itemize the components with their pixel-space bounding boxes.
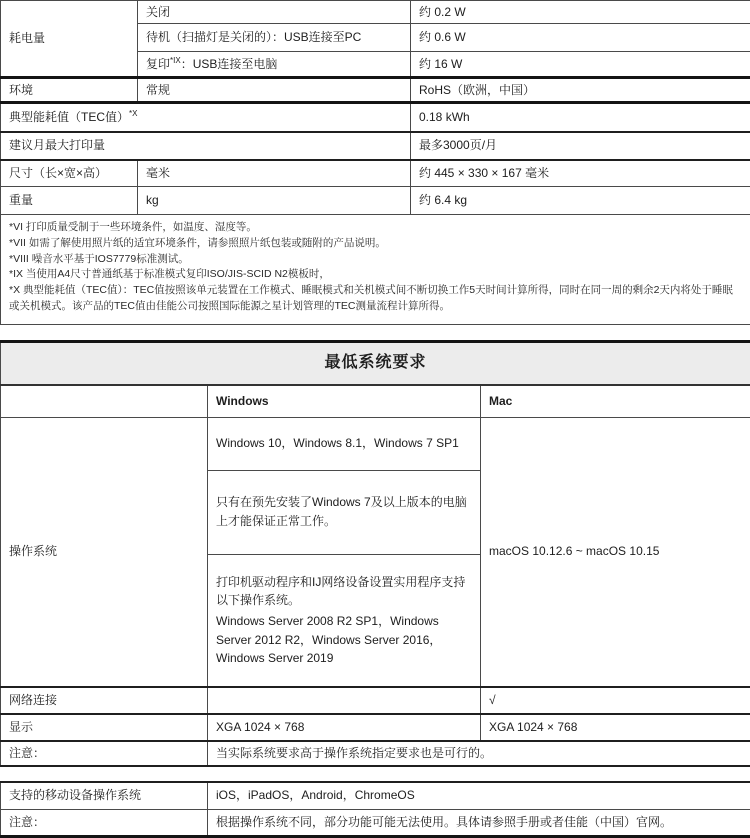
environment-type-cell [138, 78, 411, 103]
monthly-duty-label: 建议月最大打印量 [9, 138, 105, 152]
row-sysreq-note [1, 741, 750, 766]
mobile-support-table [0, 781, 750, 838]
os-windows-base: Windows 10，Windows 8.1，Windows 7 SP1 [216, 436, 459, 450]
power-label: 耗电量 [9, 31, 45, 45]
display-label: 显示 [9, 720, 33, 734]
footnote-x: *X 典型能耗值（TEC值）：TEC值按照该单元装置在工作模式、睡眠模式和关机模式间不断切换工作5天时间计算所得，同时在同一周的剩余2天内将处于睡眠或关机模式。该产品的TEC值由佳能公司按照国际能源之星计划管理的TEC测量流程计算所得。 [9, 283, 742, 315]
weight-value-cell [411, 187, 750, 215]
monthly-duty-value-cell [411, 132, 750, 160]
row-sysreq-header [1, 385, 750, 417]
environment-label: 环境 [9, 83, 33, 97]
dimensions-label: 尺寸（长×宽×高） [9, 166, 107, 180]
os-mac-cell [481, 417, 750, 687]
power-standby-mode-cell [138, 24, 411, 52]
spec-table [0, 0, 750, 325]
row-os-windows-base [1, 417, 750, 470]
weight-unit-cell [138, 187, 411, 215]
mobile-os-value: iOS，iPadOS，Android，ChromeOS [216, 788, 415, 802]
weight-label: 重量 [9, 193, 33, 207]
footnote-vi: *VI 打印质量受制于一些环境条件，如温度、湿度等。 [9, 220, 742, 236]
display-mac-cell [481, 714, 750, 741]
row-mobile-note [1, 809, 750, 836]
power-copy-mode: 复印 [146, 57, 170, 71]
mobile-os-value-cell [208, 782, 750, 809]
power-standby-value: 约 0.6 W [419, 30, 466, 44]
mobile-os-label: 支持的移动设备操作系统 [9, 788, 141, 802]
tec-label: 典型能耗值（TEC值） [9, 110, 129, 124]
row-monthly-duty [1, 132, 750, 160]
os-windows-server-intro: 打印机驱动程序和IJ网络设备设置实用程序支持以下操作系统。 [216, 573, 472, 610]
os-label-cell [1, 417, 208, 687]
dimensions-label-cell [1, 160, 138, 187]
monthly-duty-value: 最多3000页/月 [419, 138, 497, 152]
power-standby-value-cell [411, 24, 750, 52]
os-windows-server-list: Windows Server 2008 R2 SP1，Windows Server 2012 R2，Windows Server 2016，Windows Server 2019 [216, 612, 472, 668]
tec-value-cell [411, 103, 750, 132]
row-dimensions [1, 160, 750, 187]
dimensions-unit-cell [138, 160, 411, 187]
weight-value: 约 6.4 kg [419, 193, 467, 207]
sysreq-header-windows-cell [208, 385, 481, 417]
weight-unit: kg [146, 193, 159, 207]
network-mac-checkmark: √ [489, 693, 496, 707]
power-copy-footnote-marker: *IX [170, 56, 181, 65]
footnotes-cell [1, 215, 750, 325]
network-mac-cell [481, 687, 750, 714]
os-windows-note: 只有在预先安装了Windows 7及以上版本的电脑上才能保证正常工作。 [216, 495, 467, 528]
tec-label-cell [1, 103, 411, 132]
row-power-off [1, 1, 750, 24]
row-tec [1, 103, 750, 132]
os-mac-value: macOS 10.12.6 ~ macOS 10.15 [489, 544, 659, 558]
monthly-duty-label-cell [1, 132, 411, 160]
dimensions-value-cell [411, 160, 750, 187]
mobile-note-value: 根据操作系统不同，部分功能可能无法使用。具体请参照手册或者佳能（中国）官网。 [216, 815, 672, 829]
mobile-os-label-cell [1, 782, 208, 809]
dimensions-unit: 毫米 [146, 166, 170, 180]
row-footnotes [1, 215, 750, 325]
mobile-note-label: 注意： [9, 815, 45, 829]
display-mac-value: XGA 1024 × 768 [489, 720, 577, 734]
sysreq-note-label-cell [1, 741, 208, 766]
os-label: 操作系统 [9, 544, 57, 558]
power-copy-value-cell [411, 52, 750, 78]
sysreq-note-value: 当实际系统要求高于操作系统指定要求也是可行的。 [216, 746, 492, 760]
row-mobile-os [1, 782, 750, 809]
power-off-value: 约 0.2 W [419, 5, 466, 19]
footnote-vii: *VII 如需了解使用照片纸的适宜环境条件，请参照照片纸包装或随附的产品说明。 [9, 236, 742, 252]
network-windows-cell [208, 687, 481, 714]
os-windows-server-cell [208, 554, 481, 687]
mac-column-header: Mac [489, 394, 512, 408]
power-label-cell [1, 1, 138, 78]
display-label-cell [1, 714, 208, 741]
power-copy-mode-cell [138, 52, 411, 78]
power-standby-mode: 待机（扫描灯是关闭的）：USB连接至PC [146, 30, 361, 44]
display-windows-cell [208, 714, 481, 741]
display-windows-value: XGA 1024 × 768 [216, 720, 304, 734]
sysreq-title: 最低系统要求 [324, 354, 426, 371]
environment-value: RoHS（欧洲，中国） [419, 83, 535, 97]
network-label-cell [1, 687, 208, 714]
network-label: 网络连接 [9, 693, 57, 707]
mobile-note-label-cell [1, 809, 208, 836]
row-sysreq-title [1, 341, 750, 385]
sysreq-title-cell [1, 341, 750, 385]
environment-label-cell [1, 78, 138, 103]
environment-type: 常规 [146, 83, 170, 97]
power-copy-value: 约 16 W [419, 57, 462, 71]
power-off-mode-cell [138, 1, 411, 24]
os-windows-base-cell [208, 417, 481, 470]
tec-value: 0.18 kWh [419, 110, 470, 124]
row-weight [1, 187, 750, 215]
tec-footnote-marker: *X [129, 109, 137, 118]
weight-label-cell [1, 187, 138, 215]
row-environment [1, 78, 750, 103]
power-off-value-cell [411, 1, 750, 24]
sysreq-note-value-cell [208, 741, 750, 766]
row-display [1, 714, 750, 741]
os-windows-note-cell [208, 470, 481, 554]
power-copy-mode-rest: ：USB连接至电脑 [181, 57, 278, 71]
system-requirements-table [0, 340, 750, 768]
environment-value-cell [411, 78, 750, 103]
mobile-note-value-cell [208, 809, 750, 836]
sysreq-header-mac-cell [481, 385, 750, 417]
row-network [1, 687, 750, 714]
power-off-mode: 关闭 [146, 5, 170, 19]
sysreq-header-empty-cell [1, 385, 208, 417]
footnote-viii: *VIII 噪音水平基于IOS7779标准测试。 [9, 252, 742, 268]
windows-column-header: Windows [216, 394, 269, 408]
sysreq-note-label: 注意： [9, 746, 45, 760]
dimensions-value: 约 445 × 330 × 167 毫米 [419, 166, 549, 180]
footnote-ix: *IX 当使用A4尺寸普通纸基于标准模式复印ISO/JIS-SCID N2模板时， [9, 267, 742, 283]
